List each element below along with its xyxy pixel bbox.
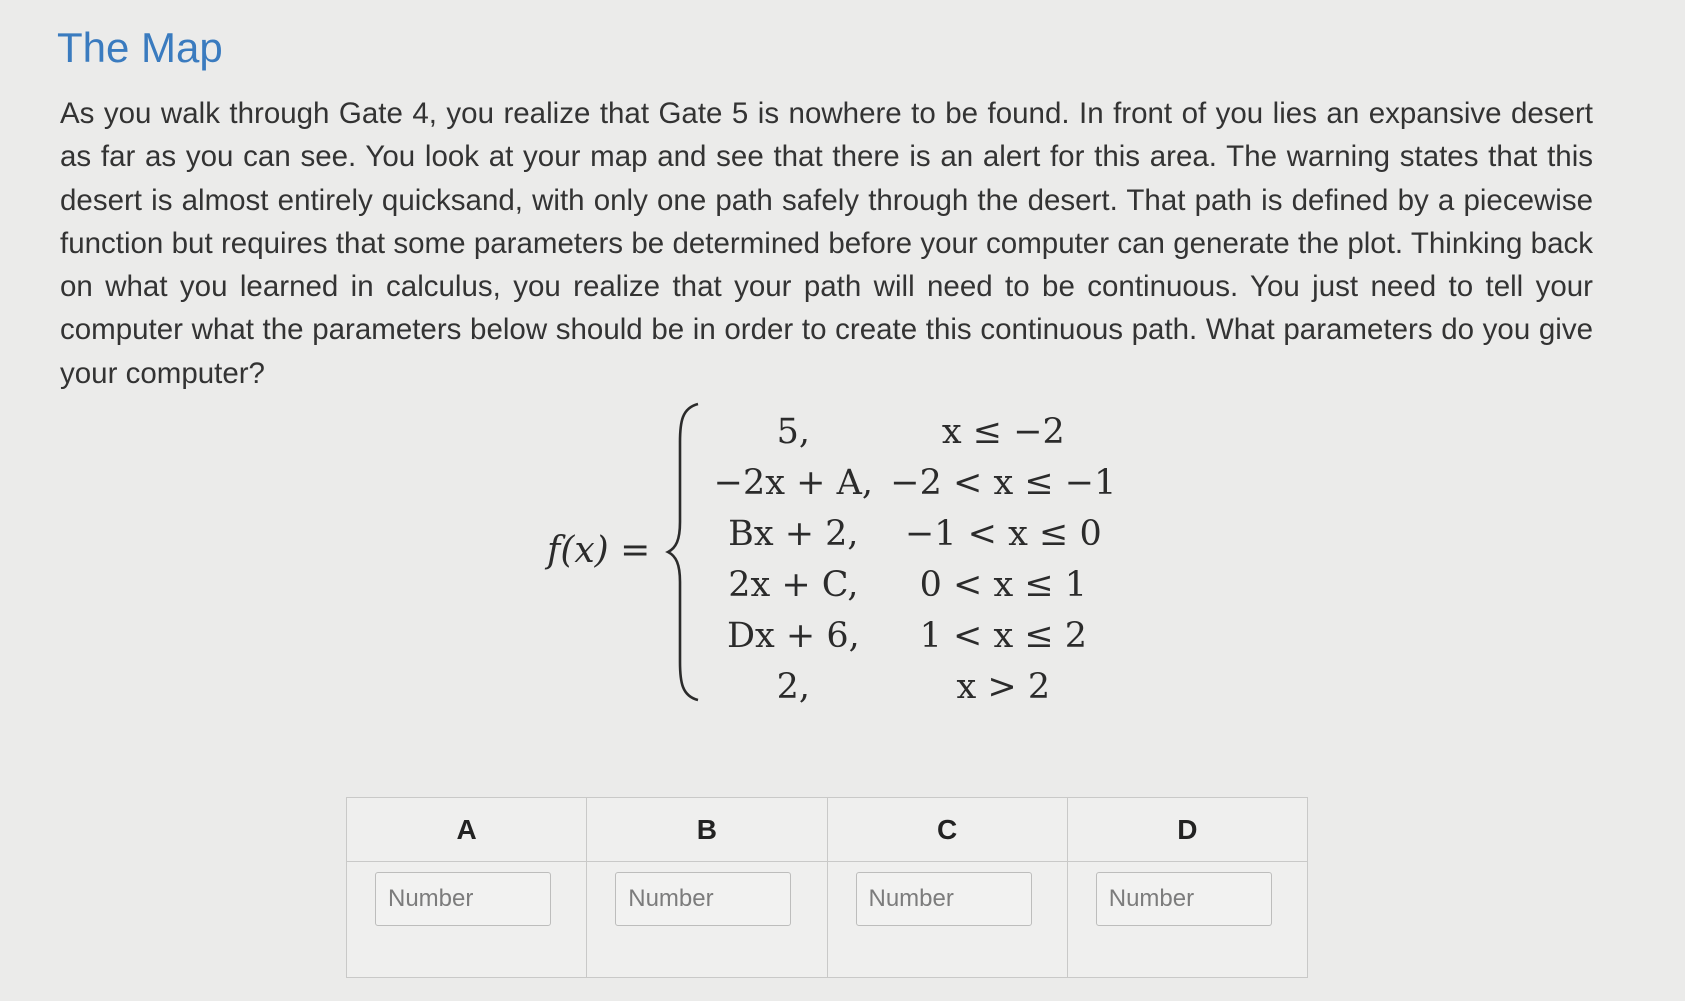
piece-row [700,559,1120,610]
answer-d-input[interactable] [1096,872,1272,926]
left-brace [664,402,704,702]
piece-row [700,406,1120,457]
answer-a-input[interactable] [375,872,551,926]
answer-c-input[interactable] [856,872,1032,926]
answer-cell-a [347,862,587,978]
answer-cell-c [827,862,1067,978]
piece-condition: 0 < x ≤ 1 [919,564,1088,605]
page-title: The Map [57,24,223,71]
piece-expression: Dx + 6, [726,615,860,656]
answer-input-row [347,862,1308,978]
piece-expression: 2x + C, [728,564,859,605]
piece-expression: −2x + A, [713,462,873,503]
answer-b-input[interactable] [615,872,791,926]
function-name: f(x) [547,530,609,571]
piece-row [700,661,1120,712]
piece-expression: 5, [776,411,811,452]
question-text: As you walk through Gate 4, you realize that Gate 5 is nowhere to be found. In front of you lies an expansive desert as far as you can see. You look at your map and see that there is an alert for this area. The warning states that this desert is almost entirely quicksand, with only one path safely through the desert. That path is defined by a piecewise function but requires that some parameters be determined before your computer can generate the plot. Thinking back on what you learned in calculus, you realize that your path will need to be continuous. You just need to tell your computer what the parameters below should be in order to create this continuous path. What parameters do you give your computer? [60,97,1593,390]
piece-row [700,457,1120,508]
piece-condition: x ≤ −2 [941,411,1065,452]
equals-sign: = [620,530,651,571]
answer-header-row [347,798,1308,862]
piece-expression: Bx + 2, [728,513,859,554]
answer-cell-b [587,862,827,978]
piecewise-function [540,402,1120,712]
piece-condition: x > 2 [956,666,1051,707]
piece-condition: −1 < x ≤ 0 [904,513,1102,554]
piece-row [700,610,1120,661]
header-b: B [587,798,827,862]
piece-expression: 2, [776,666,811,707]
header-a: A [347,798,587,862]
answer-cell-d [1067,862,1307,978]
header-c: C [827,798,1067,862]
piecewise-rows [700,406,1120,712]
piece-row [700,508,1120,559]
piece-condition: −2 < x ≤ −1 [890,462,1117,503]
function-lhs [547,530,650,571]
piece-condition: 1 < x ≤ 2 [919,615,1088,656]
header-d: D [1067,798,1307,862]
answer-table [346,797,1308,978]
